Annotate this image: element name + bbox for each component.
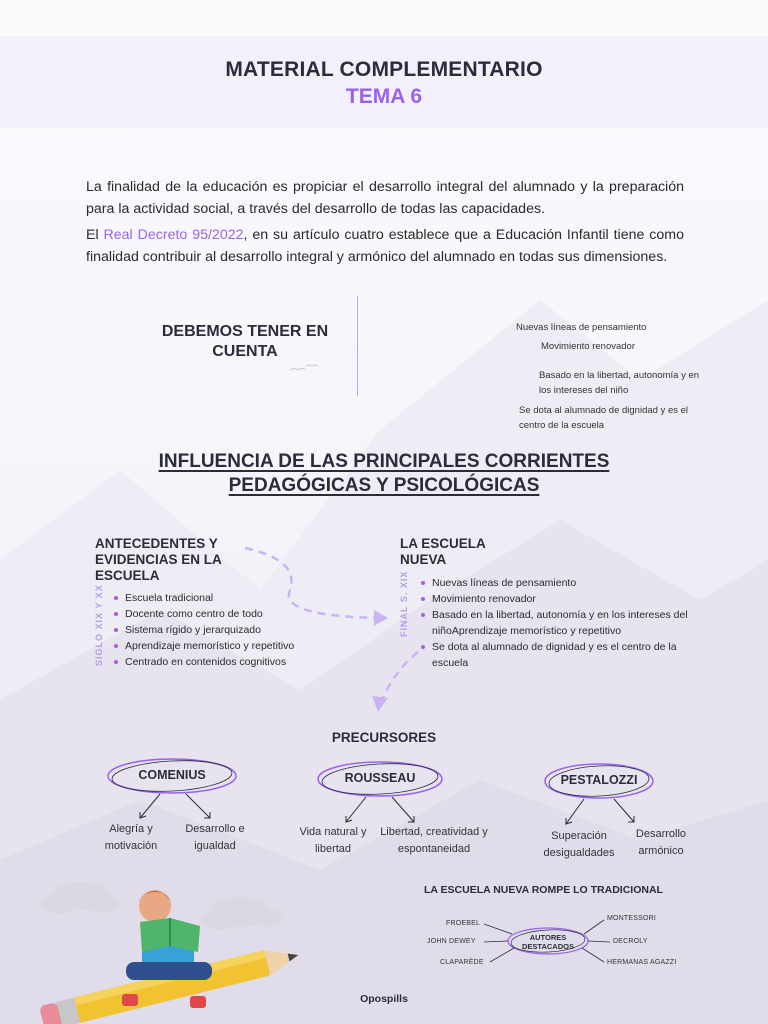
precursor-name-rousseau: ROUSSEAU (344, 771, 416, 785)
autor-label: FROEBEL (446, 920, 481, 927)
antecedentes-title: ANTECEDENTES Y EVIDENCIAS EN LA ESCUELA (95, 536, 222, 583)
intro-text: El (86, 227, 104, 243)
brand-name: Opospills (360, 993, 408, 1005)
page-title: MATERIAL COMPLEMENTARIO (225, 58, 543, 81)
precursor-name-pestalozzi: PESTALOZZI (560, 773, 638, 787)
precursor-leaf: Libertad, creatividad y espontaneidad (380, 826, 488, 855)
precursor-leaf: Superación desigualdades (543, 830, 615, 859)
debemos-note: Movimiento renovador (541, 341, 635, 352)
list-item: Sistema rígido y jerarquizado (113, 622, 343, 638)
list-item: Centrado en contenidos cognitivos (113, 654, 343, 670)
list-item: Nuevas líneas de pensamiento (420, 575, 710, 591)
debemos-note: Nuevas líneas de pensamiento (516, 322, 647, 333)
autor-label: MONTESSORI (607, 915, 657, 922)
debemos-title: DEBEMOS TENER EN CUENTA (161, 323, 329, 360)
autores-center: AUTORES DESTACADOS (522, 933, 574, 951)
autor-label: HERMANAS AGAZZI (607, 959, 677, 966)
precursores-title: PRECURSORES (331, 730, 437, 745)
list-item: Aprendizaje memorístico y repetitivo (113, 638, 343, 654)
escuela-nueva-side-label: FINAL S. XIX (399, 570, 409, 637)
precursor-leaf: Vida natural y libertad (299, 826, 367, 855)
escuela-nueva-title: LA ESCUELA NUEVA (400, 536, 486, 567)
page-subtitle: TEMA 6 (345, 85, 423, 108)
list-item: Escuela tradicional (113, 590, 343, 606)
influencia-line-1: INFLUENCIA DE LAS PRINCIPALES CORRIENTES (158, 451, 610, 472)
autores-heading: LA ESCUELA NUEVA ROMPE LO TRADICIONAL (424, 884, 663, 896)
list-item: Basado en la libertad, autonomía y en los intereses del niñoAprendizaje memorístico y repetitivo (420, 607, 710, 639)
autor-label: JOHN DEWEY (427, 938, 476, 945)
intro-text: , en su artículo cuatro establece que a Educación Infantil tiene como finalidad contribuir al desarrollo integral y armónico del alumnado en todas sus dimensiones. (86, 227, 684, 265)
precursor-leaf: Desarrollo e igualdad (185, 823, 245, 852)
autor-label: CLAPARÈDE (440, 959, 484, 966)
list-item: Movimiento renovador (420, 591, 710, 607)
list-item: Docente como centro de todo (113, 606, 343, 622)
autor-label: DECROLY (613, 938, 648, 945)
precursor-name-comenius: COMENIUS (138, 768, 206, 782)
precursor-leaf: Desarrollo armónico (635, 828, 687, 857)
influencia-line-2: PEDAGÓGICAS Y PSICOLÓGICAS (228, 475, 540, 496)
real-decreto-link[interactable]: Real Decreto 95/2022 (103, 227, 244, 243)
debemos-note: Se dota al alumnado de dignidad y es el centro de la escuela (519, 405, 689, 431)
intro-paragraph-1: La finalidad de la educación es propiciar el desarrollo integral del alumnado y la preparación para la actividad social, a través del desarrollo de todas las capacidades. (86, 179, 684, 217)
antecedentes-side-label: SIGLO XIX Y XX (94, 584, 104, 666)
debemos-note: Basado en la libertad, autonomía y en los intereses del niño (539, 370, 700, 396)
precursor-leaf: Alegría y motivación (104, 823, 158, 852)
list-item: Se dota al alumnado de dignidad y es el centro de la escuela (420, 639, 710, 671)
